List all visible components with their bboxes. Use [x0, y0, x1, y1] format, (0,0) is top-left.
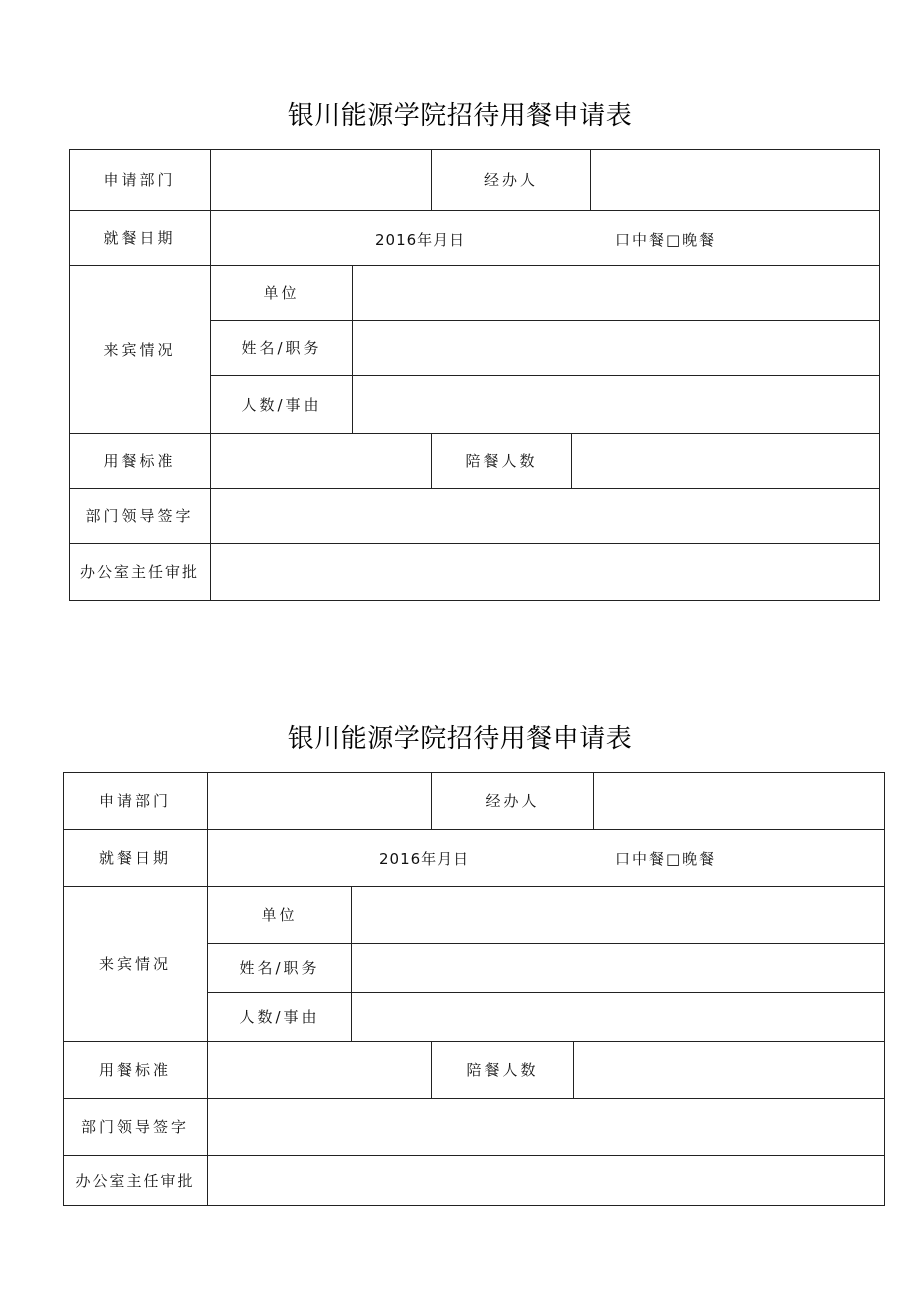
dining-date-field[interactable]	[211, 211, 879, 265]
meal-standard-field[interactable]	[211, 434, 431, 488]
office-approval-field[interactable]	[208, 1156, 884, 1205]
accompany-count-field[interactable]	[574, 1042, 884, 1098]
label-name-position: 姓名/职务	[239, 959, 320, 977]
table-border-right	[884, 772, 885, 1206]
form-table	[69, 149, 880, 601]
table-border-bottom	[63, 1205, 885, 1206]
name-position-field[interactable]	[352, 944, 884, 992]
label-guest-info: 来宾情况	[103, 340, 176, 359]
label-leader-signature: 部门领导签字	[85, 507, 194, 525]
label-applying-department: 申请部门	[103, 171, 176, 189]
label-meal-standard: 用餐标准	[98, 1061, 171, 1079]
form-1	[0, 0, 920, 650]
form-2	[0, 650, 920, 1301]
name-position-field[interactable]	[353, 321, 879, 375]
label-guest-info: 来宾情况	[98, 955, 171, 973]
leader-signature-field[interactable]	[211, 489, 879, 543]
table-border-bottom	[69, 600, 880, 601]
label-count-reason: 人数/事由	[241, 395, 322, 414]
leader-signature-field[interactable]	[208, 1099, 884, 1155]
meal-type-options[interactable]: 口中餐□晚餐	[615, 850, 717, 868]
label-count-reason: 人数/事由	[239, 1008, 320, 1026]
label-handler: 经办人	[483, 171, 538, 189]
accompany-count-field[interactable]	[572, 434, 879, 488]
label-accompany-count: 陪餐人数	[465, 452, 538, 470]
label-unit: 单位	[261, 906, 298, 924]
label-applying-department: 申请部门	[98, 792, 171, 810]
unit-field[interactable]	[352, 887, 884, 943]
dining-date-value: 2016年月日	[379, 850, 470, 868]
office-approval-field[interactable]	[211, 544, 879, 600]
handler-field[interactable]	[594, 773, 884, 829]
form-title: 银川能源学院招待用餐申请表	[287, 101, 633, 131]
applying-department-field[interactable]	[208, 773, 431, 829]
meal-standard-field[interactable]	[208, 1042, 431, 1098]
handler-field[interactable]	[591, 150, 879, 210]
dining-date-value: 2016年月日	[375, 231, 466, 249]
count-reason-field[interactable]	[352, 993, 884, 1041]
label-handler: 经办人	[485, 792, 540, 810]
meal-type-options[interactable]: 口中餐□晚餐	[615, 231, 717, 249]
form-table	[63, 772, 885, 1206]
label-office-approval: 办公室主任审批	[79, 563, 199, 581]
dining-date-field[interactable]	[208, 830, 884, 886]
label-dining-date: 就餐日期	[103, 229, 176, 247]
unit-field[interactable]	[353, 266, 879, 320]
applying-department-field[interactable]	[211, 150, 431, 210]
label-name-position: 姓名/职务	[241, 339, 322, 357]
label-unit: 单位	[263, 284, 300, 302]
label-meal-standard: 用餐标准	[103, 452, 176, 470]
form-title: 银川能源学院招待用餐申请表	[287, 724, 633, 754]
label-office-approval: 办公室主任审批	[75, 1171, 195, 1190]
label-dining-date: 就餐日期	[98, 849, 171, 867]
count-reason-field[interactable]	[353, 376, 879, 433]
label-leader-signature: 部门领导签字	[80, 1118, 189, 1136]
label-accompany-count: 陪餐人数	[466, 1061, 539, 1079]
table-border-right	[879, 149, 880, 601]
